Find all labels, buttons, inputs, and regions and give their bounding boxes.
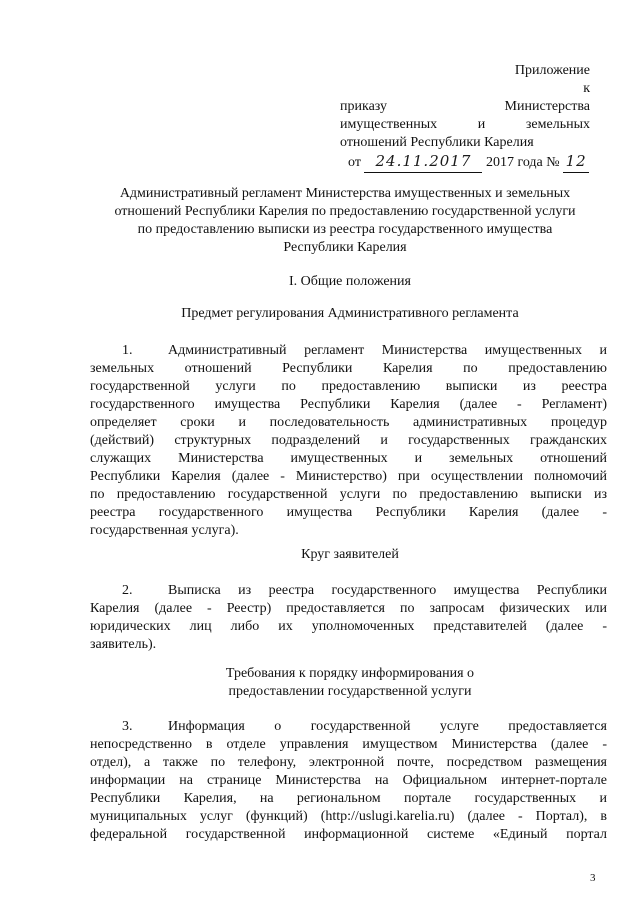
para-line: 3. Информация о государственной услуге предоставляется — [90, 718, 607, 736]
order-line-3: отношений Республики Карелия — [340, 135, 534, 150]
para-line: реестра государственного имущества Республики Карелия (далее - — [90, 505, 607, 520]
para-line: Республики Карелия, на региональном портале государственных и — [90, 791, 607, 806]
title-line: Республики Карелия — [283, 240, 407, 255]
para-line: заявитель). — [90, 637, 157, 652]
para-line: государственного имущества Республики Карелия (далее - Регламент) — [90, 397, 607, 412]
date-suffix: 2017 года № — [485, 155, 560, 170]
appendix-label: Приложение — [514, 63, 590, 78]
para-line: (действий) структурных подразделений и государственных гражданских — [90, 433, 607, 448]
para-line: 2. Выписка из реестра государственного имущества Республики — [90, 582, 607, 600]
para-line: информации на странице Министерства на Официальном интернет-портале — [90, 773, 607, 788]
para-line: Республики Карелия (далее - Министерство) при осуществлении полномочий — [90, 469, 607, 484]
appendix-to: к — [583, 81, 590, 96]
paragraph-3 — [90, 718, 607, 844]
subheading-line: предоставлении государственной услуги — [228, 684, 472, 699]
order-line-2: имущественных и земельных — [340, 117, 590, 132]
subheading-info — [90, 665, 610, 701]
title-line: отношений Республики Карелия по предоставлению государственной услуги — [114, 204, 576, 219]
subheading-subject: Предмет регулирования Административного регламента — [181, 306, 519, 321]
para-line: отдел), а также по телефону, электронной почте, посредством размещения — [90, 755, 607, 770]
para-line: государственной услуги по предоставлению выписки из реестра — [90, 379, 607, 394]
para-line: 1. Административный регламент Министерства имущественных и — [90, 342, 607, 360]
paragraph-2 — [90, 582, 607, 654]
appendix-header — [340, 62, 590, 173]
title-line: Административный регламент Министерства имущественных и земельных — [119, 186, 571, 201]
para-number: 3. — [122, 719, 133, 734]
date-prefix: от — [348, 155, 361, 170]
para-number: 2. — [122, 583, 133, 598]
document-title — [80, 185, 610, 257]
para-line: юридических лиц либо их уполномоченных представителей (далее - — [90, 619, 607, 634]
handwritten-date: 24.11.2017 — [375, 152, 472, 170]
page-number: 3 — [590, 872, 596, 884]
para-line: определяет сроки и последовательность административных процедур — [90, 415, 607, 430]
para-line: муниципальных услуг (функций) (http://uslugi.karelia.ru) (далее - Портал), в — [90, 809, 607, 824]
order-line-1: приказу Министерства — [340, 99, 590, 114]
number-field — [563, 152, 589, 173]
date-field — [364, 152, 482, 173]
para-line: государственная услуга). — [90, 523, 239, 538]
title-line: по предоставлению выписки из реестра государственного имущества — [137, 222, 553, 237]
para-line: федеральной государственной информационной системе «Единый портал — [90, 827, 607, 842]
para-line: непосредственно в отделе управления имуществом Министерства (далее - — [90, 737, 607, 752]
para-line: земельных отношений Республики Карелия по предоставлению — [90, 361, 607, 376]
subheading-applicants: Круг заявителей — [301, 547, 399, 562]
paragraph-1 — [90, 342, 607, 540]
subheading-line: Требования к порядку информирования о — [225, 666, 475, 681]
para-line: по предоставлению государственной услуги по предоставлению выписки из — [90, 487, 607, 502]
handwritten-number: 12 — [565, 152, 587, 170]
order-date-line — [340, 152, 590, 173]
para-number: 1. — [122, 343, 133, 358]
para-line: служащих Министерства имущественных и земельных отношений — [90, 451, 607, 466]
section-heading: I. Общие положения — [289, 274, 411, 289]
para-line: Карелия (далее - Реестр) предоставляется по запросам физических или — [90, 601, 607, 616]
